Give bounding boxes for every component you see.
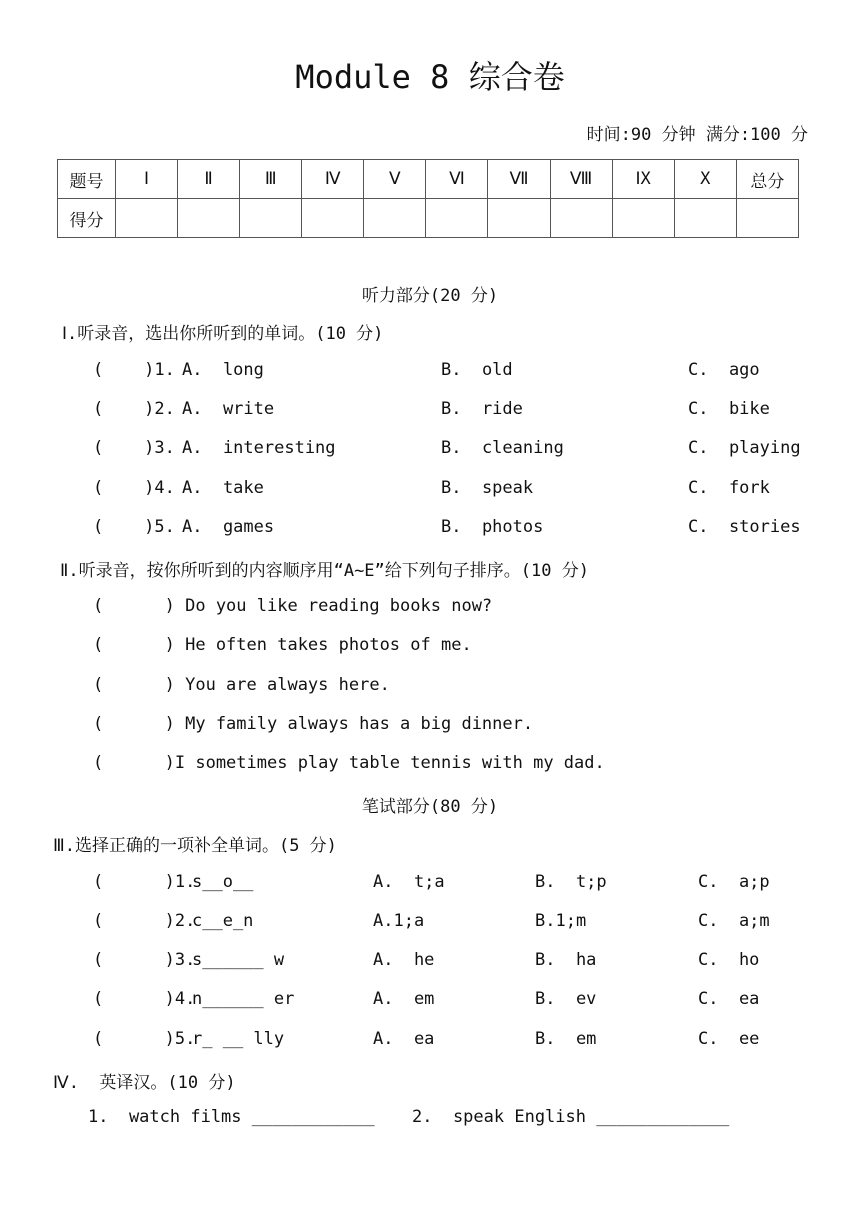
section-1-heading: Ⅰ.听录音，选出你所听到的单词。(10 分): [62, 324, 384, 344]
score-table-header: Ⅲ: [240, 160, 302, 199]
option-b: B. ev: [535, 989, 597, 1009]
option-a: A.1;a: [373, 911, 425, 931]
option-c: C. a;p: [698, 872, 770, 892]
option-b: B. ride: [441, 399, 523, 419]
score-cell[interactable]: [364, 199, 426, 238]
ordering-sentence: ( ) Do you like reading books now?: [93, 596, 493, 616]
option-a: A. games: [182, 517, 275, 537]
option-b: B. speak: [441, 478, 534, 498]
score-cell[interactable]: [736, 199, 798, 238]
option-a: A. take: [182, 478, 264, 498]
exam-meta: 时间:90 分钟 满分:100 分: [586, 125, 808, 145]
score-table-header: Ⅰ: [116, 160, 178, 199]
option-c: C. fork: [688, 478, 770, 498]
option-b: B. ha: [535, 950, 597, 970]
question-number: ( )4.: [93, 989, 196, 1009]
page-title: Module 8 综合卷: [295, 58, 565, 96]
option-c: C. ea: [698, 989, 760, 1009]
option-c: C. ho: [698, 950, 760, 970]
question-number: ( )3.: [93, 438, 175, 458]
question-number: ( )2.: [93, 911, 196, 931]
option-a: A. write: [182, 399, 275, 419]
option-a: A. long: [182, 360, 264, 380]
option-a: A. ea: [373, 1029, 435, 1049]
option-c: C. stories: [688, 517, 801, 537]
option-b: B.1;m: [535, 911, 587, 931]
option-a: A. interesting: [182, 438, 336, 458]
option-c: C. ago: [688, 360, 760, 380]
score-cell[interactable]: [178, 199, 240, 238]
word-blank: n______ er: [192, 989, 295, 1009]
section-4-heading: Ⅳ. 英译汉。(10 分): [53, 1073, 236, 1093]
question-number: ( )2.: [93, 399, 175, 419]
writing-part-title: 笔试部分(80 分): [361, 797, 499, 817]
score-cell[interactable]: [240, 199, 302, 238]
score-cell[interactable]: [674, 199, 736, 238]
score-table-header: X: [674, 160, 736, 199]
question-number: ( )3.: [93, 950, 196, 970]
option-b: B. t;p: [535, 872, 607, 892]
score-table-row-label: 得分: [58, 199, 116, 238]
question-number: ( )5.: [93, 517, 175, 537]
score-cell[interactable]: [302, 199, 364, 238]
word-blank: s__o__: [192, 872, 254, 892]
word-blank: c__e_n: [192, 911, 254, 931]
section-2-heading: Ⅱ.听录音，按你所听到的内容顺序用“A~E”给下列句子排序。(10 分): [60, 561, 589, 581]
translation-item: 2. speak English _____________: [412, 1107, 730, 1127]
score-cell[interactable]: [426, 199, 488, 238]
ordering-sentence: ( )I sometimes play table tennis with my dad.: [93, 753, 605, 773]
ordering-sentence: ( ) My family always has a big dinner.: [93, 714, 534, 734]
score-table-score-row: [58, 199, 799, 238]
score-table-header: Ⅷ: [550, 160, 612, 199]
option-b: B. photos: [441, 517, 544, 537]
score-cell[interactable]: [612, 199, 674, 238]
section-3-heading: Ⅲ.选择正确的一项补全单词。(5 分): [53, 836, 337, 856]
option-c: C. ee: [698, 1029, 760, 1049]
score-table: [57, 159, 799, 238]
ordering-sentence: ( ) You are always here.: [93, 675, 390, 695]
score-table-header: 总分: [736, 160, 798, 199]
score-table-header: Ⅴ: [364, 160, 426, 199]
option-c: C. a;m: [698, 911, 770, 931]
option-a: A. he: [373, 950, 435, 970]
score-cell[interactable]: [550, 199, 612, 238]
option-c: C. playing: [688, 438, 801, 458]
option-b: B. cleaning: [441, 438, 564, 458]
question-number: ( )4.: [93, 478, 175, 498]
score-table-header: ⅠX: [612, 160, 674, 199]
option-b: B. old: [441, 360, 513, 380]
option-c: C. bike: [688, 399, 770, 419]
score-table-header-row: [58, 160, 799, 199]
score-table-header: Ⅵ: [426, 160, 488, 199]
score-table-header: Ⅳ: [302, 160, 364, 199]
option-b: B. em: [535, 1029, 597, 1049]
question-number: ( )1.: [93, 872, 196, 892]
word-blank: s______ w: [192, 950, 285, 970]
score-cell[interactable]: [488, 199, 550, 238]
translation-item: 1. watch films ____________: [88, 1107, 375, 1127]
ordering-sentence: ( ) He often takes photos of me.: [93, 635, 472, 655]
score-table-header: Ⅱ: [178, 160, 240, 199]
word-blank: r_ __ lly: [192, 1029, 285, 1049]
option-a: A. t;a: [373, 872, 445, 892]
listening-part-title: 听力部分(20 分): [361, 286, 499, 306]
score-cell[interactable]: [116, 199, 178, 238]
score-table-row-label: 题号: [58, 160, 116, 199]
score-table-header: Ⅶ: [488, 160, 550, 199]
question-number: ( )5.: [93, 1029, 196, 1049]
question-number: ( )1.: [93, 360, 175, 380]
option-a: A. em: [373, 989, 435, 1009]
